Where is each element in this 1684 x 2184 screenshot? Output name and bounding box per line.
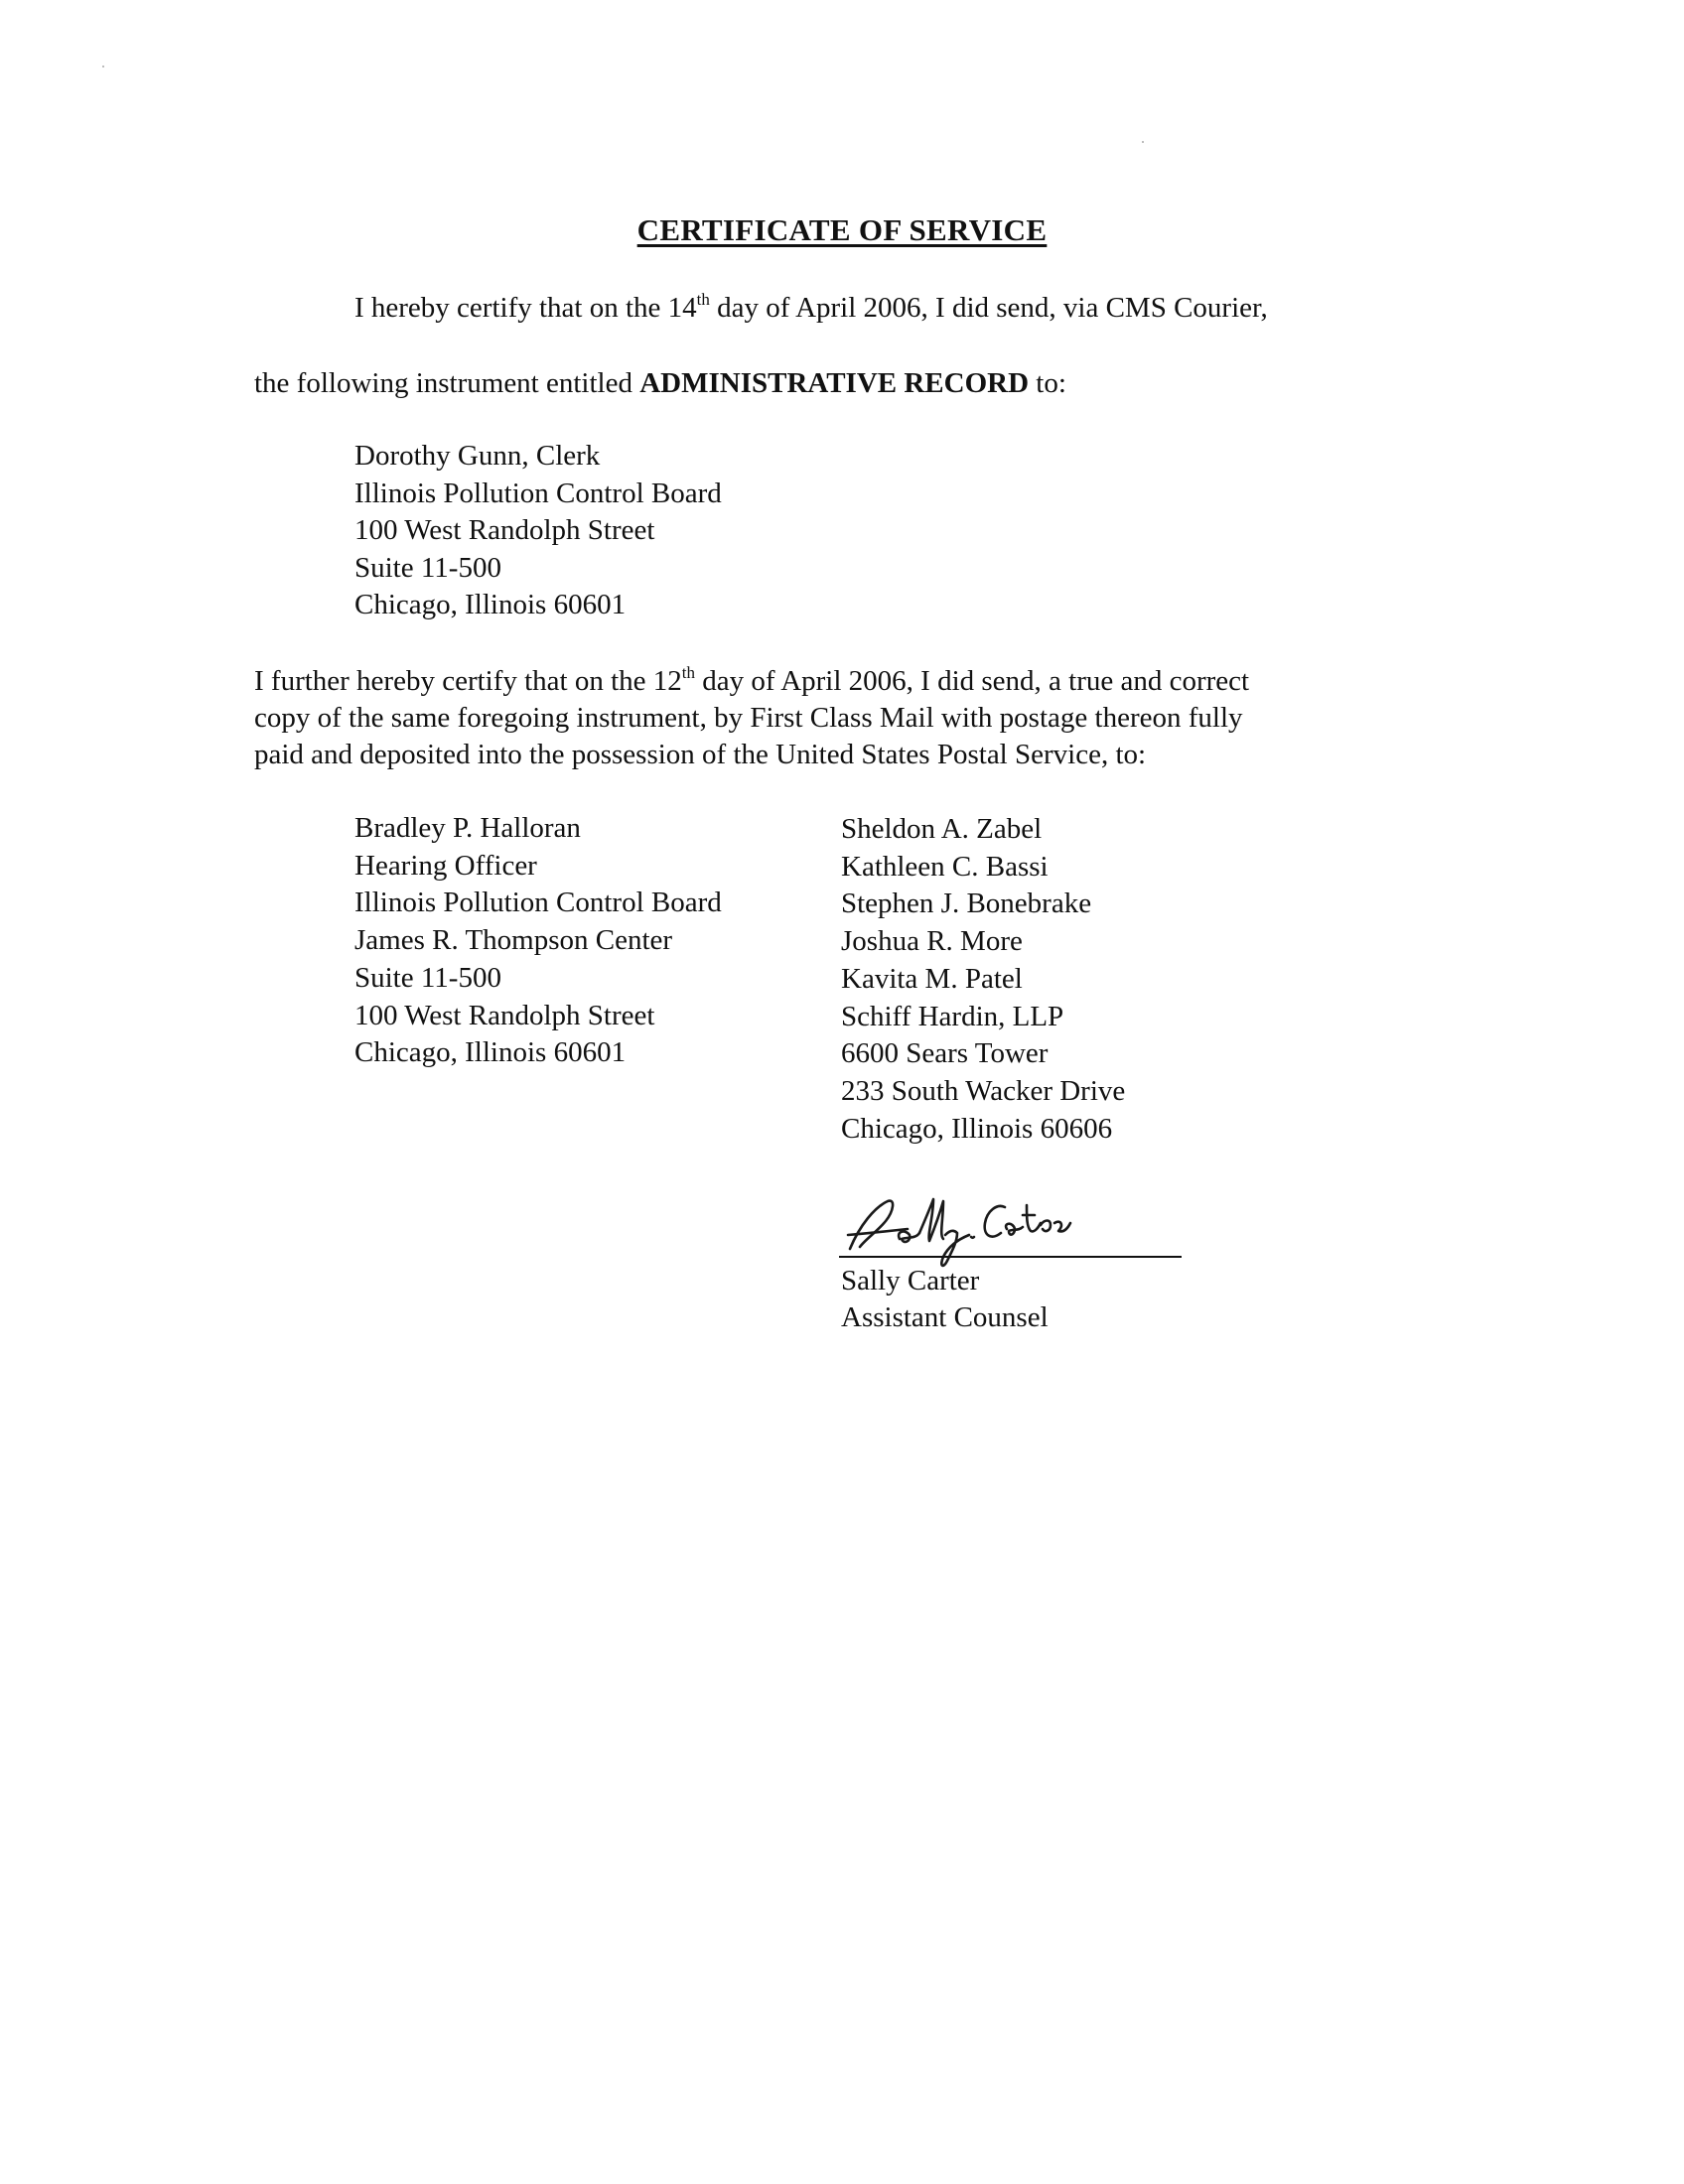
signer-position: Assistant Counsel [841, 1301, 1049, 1333]
document-title: CERTIFICATE OF SERVICE [636, 212, 1048, 247]
address-line: Illinois Pollution Control Board [354, 887, 722, 919]
instrument-title: ADMINISTRATIVE RECORD [639, 367, 1030, 399]
address-line: Dorothy Gunn, Clerk [354, 440, 601, 472]
address-line: Bradley P. Halloran [354, 812, 581, 844]
recipient-address-hearing-officer [354, 810, 722, 1072]
cert1-suffix: day of April 2006, I did send, via CMS Courier, [709, 292, 1268, 324]
scan-speck [102, 66, 104, 68]
address-line: Kathleen C. Bassi [841, 850, 1049, 883]
cert2-prefix: I further hereby certify that on the 12 [254, 665, 682, 697]
address-line: Sheldon A. Zabel [841, 813, 1043, 845]
address-line: 100 West Randolph Street [354, 514, 655, 546]
address-line: Kavita M. Patel [841, 962, 1023, 995]
address-line: 6600 Sears Tower [841, 1037, 1049, 1070]
address-line: Stephen J. Bonebrake [841, 887, 1092, 920]
cert2-line-3: paid and deposited into the possession of the United States Postal Service, to: [254, 739, 1147, 770]
recipient-address-schiff-hardin [841, 811, 1125, 1148]
address-line: Schiff Hardin, LLP [841, 1000, 1064, 1032]
cert2-ordinal: th [681, 663, 696, 682]
signer-block [841, 1263, 1049, 1336]
cert2-line-2: copy of the same foregoing instrument, by First Class Mail with postage thereon fully [254, 702, 1243, 734]
signer-name: Sally Carter [841, 1265, 980, 1297]
address-line: 233 South Wacker Drive [841, 1074, 1126, 1107]
address-line: Suite 11-500 [354, 961, 501, 994]
certification-line-1 [354, 290, 1268, 324]
signature-line [839, 1256, 1182, 1258]
address-line: Illinois Pollution Control Board [354, 477, 722, 509]
further-certification [254, 663, 1249, 773]
cert1-line2-suffix: to: [1029, 367, 1066, 399]
cert1-prefix: I hereby certify that on the 14 [354, 292, 697, 324]
cert1-line2-prefix: the following instrument entitled [254, 367, 640, 399]
cert2-suffix: day of April 2006, I did send, a true and correct [695, 665, 1250, 697]
address-line: James R. Thompson Center [354, 924, 673, 957]
recipient-address-clerk [354, 438, 722, 624]
address-line: Suite 11-500 [354, 551, 501, 584]
address-line: 100 West Randolph Street [354, 999, 655, 1031]
address-line: Hearing Officer [354, 849, 537, 882]
certification-line-2 [254, 369, 1066, 398]
address-line: Chicago, Illinois 60606 [841, 1112, 1113, 1145]
scan-speck [1142, 141, 1144, 143]
address-line: Chicago, Illinois 60601 [354, 589, 627, 620]
address-line: Joshua R. More [841, 925, 1023, 958]
cert1-ordinal: th [696, 290, 710, 309]
cert2-line-1 [254, 663, 1249, 700]
address-line: Chicago, Illinois 60601 [354, 1036, 627, 1069]
